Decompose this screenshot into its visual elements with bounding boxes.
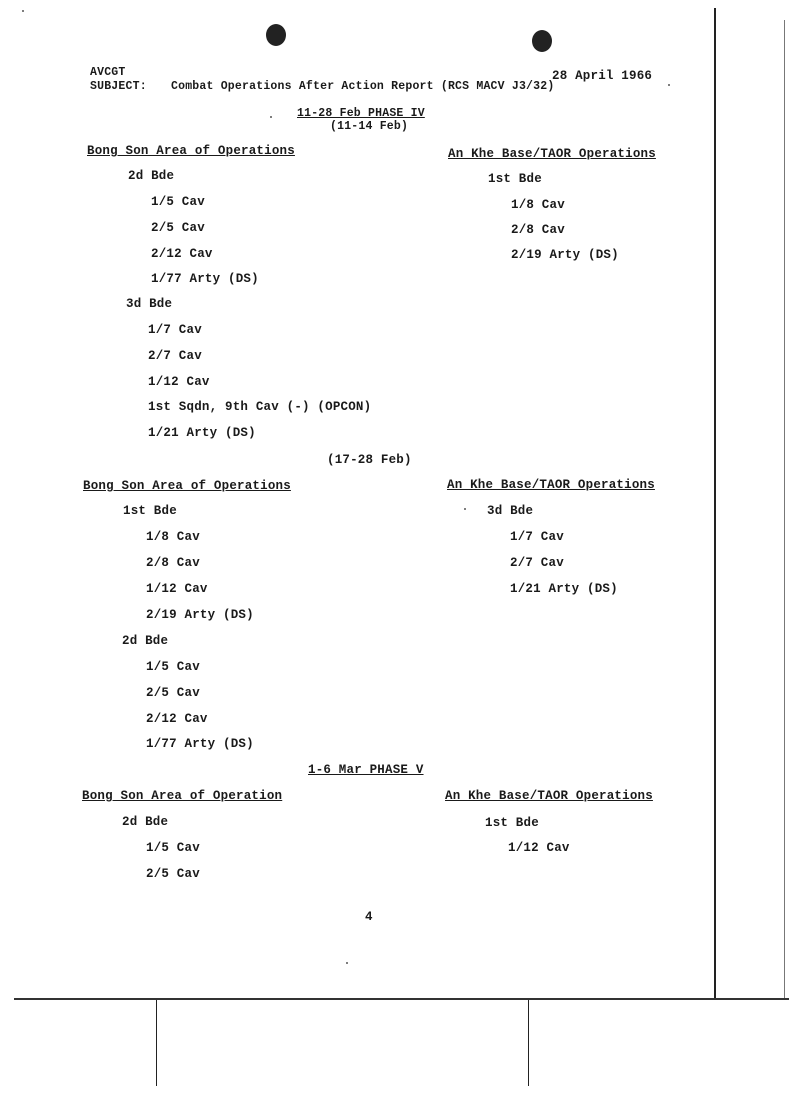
unit-item: 1/5 Cav <box>146 660 200 674</box>
unit-item: 1/77 Arty (DS) <box>146 737 254 751</box>
unit-item: 1/12 Cav <box>508 841 570 855</box>
unit-item: 1/8 Cav <box>146 530 200 544</box>
subject-text: Combat Operations After Action Report (RCS MACV J3/32) <box>171 80 555 93</box>
unit-item: 1/12 Cav <box>148 375 210 389</box>
unit-item: 1/5 Cav <box>146 841 200 855</box>
unit-item: 1/8 Cav <box>511 198 565 212</box>
unit-item: 1/77 Arty (DS) <box>151 272 259 286</box>
unit-item: 2/19 Arty (DS) <box>146 608 254 622</box>
phase5-title: 1-6 Mar PHASE V <box>308 763 424 777</box>
page-right-edge <box>714 8 716 998</box>
unit-item: 1/5 Cav <box>151 195 205 209</box>
unit-item: 2/8 Cav <box>511 223 565 237</box>
sec1-right-heading: An Khe Base/TAOR Operations <box>448 147 656 161</box>
sec3-left-heading: Bong Son Area of Operation <box>82 789 283 803</box>
page-number: 4 <box>365 910 373 924</box>
scan-speck <box>270 116 272 118</box>
unit-item: 2/19 Arty (DS) <box>511 248 619 262</box>
scan-speck <box>22 10 24 12</box>
subject-label: SUBJECT: <box>90 80 147 93</box>
unit-item: 2/5 Cav <box>146 867 200 881</box>
unit-item: 2/8 Cav <box>146 556 200 570</box>
scan-speck <box>464 508 466 510</box>
scan-speck <box>346 962 348 964</box>
page-bottom-edge <box>14 998 789 1000</box>
phase4-period2: (17-28 Feb) <box>327 453 412 467</box>
unit-item: 3d Bde <box>126 297 173 311</box>
lower-divider-left <box>156 1000 157 1086</box>
unit-item: 1st Sqdn, 9th Cav (-) (OPCON) <box>148 400 372 414</box>
unit-item: 2/5 Cav <box>151 221 205 235</box>
sec1-left-heading: Bong Son Area of Operations <box>87 144 295 158</box>
unit-item: 2/5 Cav <box>146 686 200 700</box>
unit-item: 2d Bde <box>128 169 175 183</box>
unit-item: 2d Bde <box>122 815 169 829</box>
unit-item: 1/12 Cav <box>146 582 208 596</box>
report-date: 28 April 1966 <box>552 69 653 83</box>
sec2-left-heading: Bong Son Area of Operations <box>83 479 291 493</box>
unit-item: 2d Bde <box>122 634 169 648</box>
scan-speck <box>668 84 670 86</box>
unit-item: 1st Bde <box>123 504 177 518</box>
unit-item: 1st Bde <box>485 816 539 830</box>
punch-hole-mark <box>532 30 552 52</box>
unit-item: 3d Bde <box>487 504 534 518</box>
unit-item: 2/7 Cav <box>148 349 202 363</box>
unit-item: 1st Bde <box>488 172 542 186</box>
unit-item: 1/7 Cav <box>510 530 564 544</box>
sec3-right-heading: An Khe Base/TAOR Operations <box>445 789 653 803</box>
unit-item: 2/7 Cav <box>510 556 564 570</box>
punch-hole-mark <box>266 24 286 46</box>
office-symbol: AVCGT <box>90 66 126 79</box>
lower-divider-right <box>528 1000 529 1086</box>
unit-item: 1/21 Arty (DS) <box>148 426 256 440</box>
unit-item: 1/7 Cav <box>148 323 202 337</box>
page-right-edge-outer <box>784 20 785 1000</box>
unit-item: 1/21 Arty (DS) <box>510 582 618 596</box>
sec2-right-heading: An Khe Base/TAOR Operations <box>447 478 655 492</box>
phase4-period1: (11-14 Feb) <box>330 120 409 133</box>
phase4-title: 11-28 Feb PHASE IV <box>297 107 425 120</box>
unit-item: 2/12 Cav <box>146 712 208 726</box>
unit-item: 2/12 Cav <box>151 247 213 261</box>
